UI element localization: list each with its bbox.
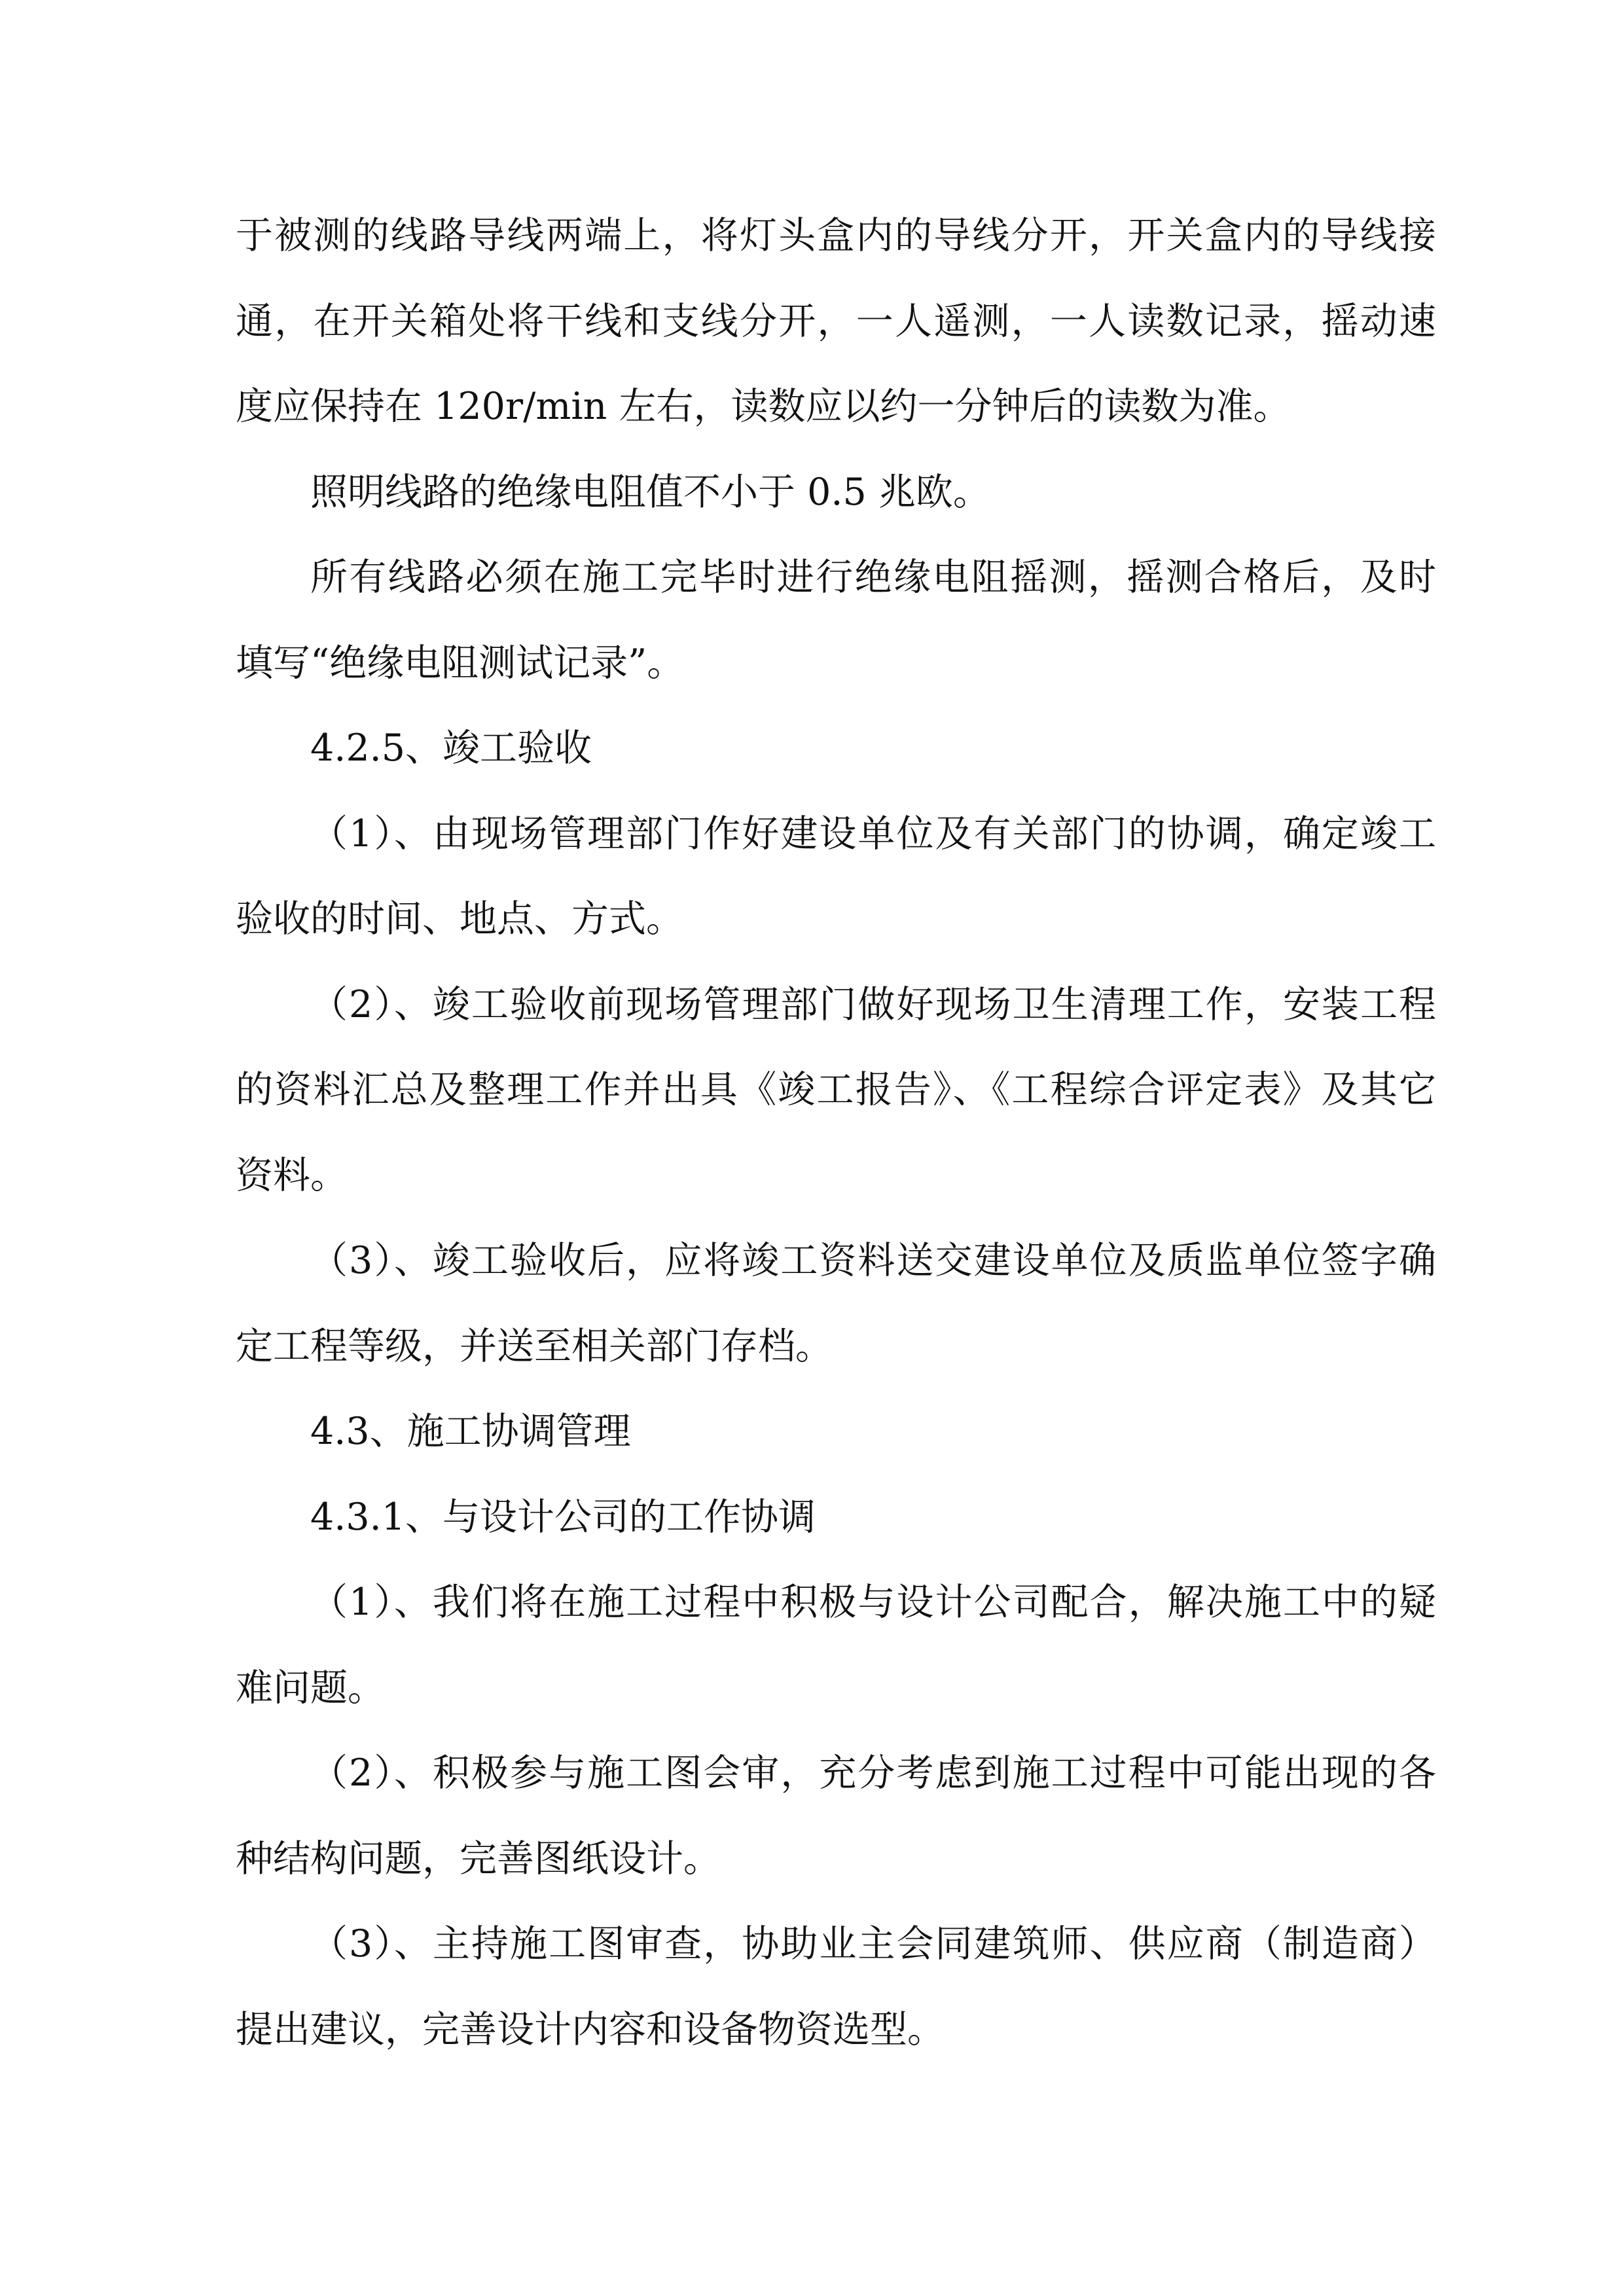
text-line: 资料。 — [236, 1153, 348, 1197]
paragraph — [236, 1560, 1436, 1731]
text-line: 的资料汇总及整理工作并出具《竣工报告》、《工程综合评定表》及其它 — [236, 1068, 1436, 1111]
text-line: 难问题。 — [236, 1666, 385, 1710]
text-line: 填写“绝缘电阻测试记录”。 — [236, 641, 685, 685]
text-line: 于被测的线路导线两端上，将灯头盒内的导线分开，开关盒内的导线接 — [236, 214, 1436, 257]
paragraph — [236, 1731, 1436, 1901]
text-line: 通，在开关箱处将干线和支线分开，一人遥测，一人读数记录，摇动速 — [236, 299, 1436, 343]
text-line: 验收的时间、地点、方式。 — [236, 897, 683, 941]
paragraph — [236, 962, 1436, 1219]
paragraph — [236, 1218, 1436, 1389]
paragraph — [236, 1475, 1436, 1560]
text-line: 种结构问题，完善图纸设计。 — [236, 1837, 721, 1880]
paragraph — [236, 193, 1436, 450]
text-line: 所有线路必须在施工完毕时进行绝缘电阻摇测，摇测合格后，及时 — [310, 556, 1436, 599]
text-line: 4.3、施工协调管理 — [310, 1410, 631, 1453]
paragraph — [236, 535, 1436, 706]
paragraph — [236, 791, 1436, 962]
text-line: （2）、竣工验收前现场管理部门做好现场卫生清理工作，安装工程 — [310, 982, 1436, 1026]
text-line: （1）、我们将在施工过程中积极与设计公司配合，解决施工中的疑 — [310, 1581, 1436, 1624]
text-line: （1）、由现场管理部门作好建设单位及有关部门的协调，确定竣工 — [310, 812, 1436, 855]
text-line: （3）、主持施工图审查，协助业主会同建筑师、供应商（制造商） — [310, 1922, 1436, 1965]
paragraph — [236, 1389, 1436, 1475]
document-page — [236, 193, 1436, 2072]
paragraph — [236, 706, 1436, 791]
text-line: （2）、积极参与施工图会审，充分考虑到施工过程中可能出现的各 — [310, 1751, 1436, 1795]
text-line: （3）、竣工验收后，应将竣工资料送交建设单位及质监单位签字确 — [310, 1239, 1436, 1282]
text-line: 定工程等级，并送至相关部门存档。 — [236, 1324, 833, 1368]
text-line: 提出建议，完善设计内容和设备物资选型。 — [236, 2007, 945, 2051]
text-line: 度应保持在 120r/min 左右，读数应以约一分钟后的读数为准。 — [236, 385, 1291, 428]
text-line: 4.3.1、与设计公司的工作协调 — [310, 1495, 816, 1539]
text-line: 照明线路的绝缘电阻值不小于 0.5 兆欧。 — [310, 470, 990, 514]
paragraph — [236, 450, 1436, 535]
text-line: 4.2.5、竣工验收 — [310, 726, 592, 770]
paragraph — [236, 1901, 1436, 2072]
